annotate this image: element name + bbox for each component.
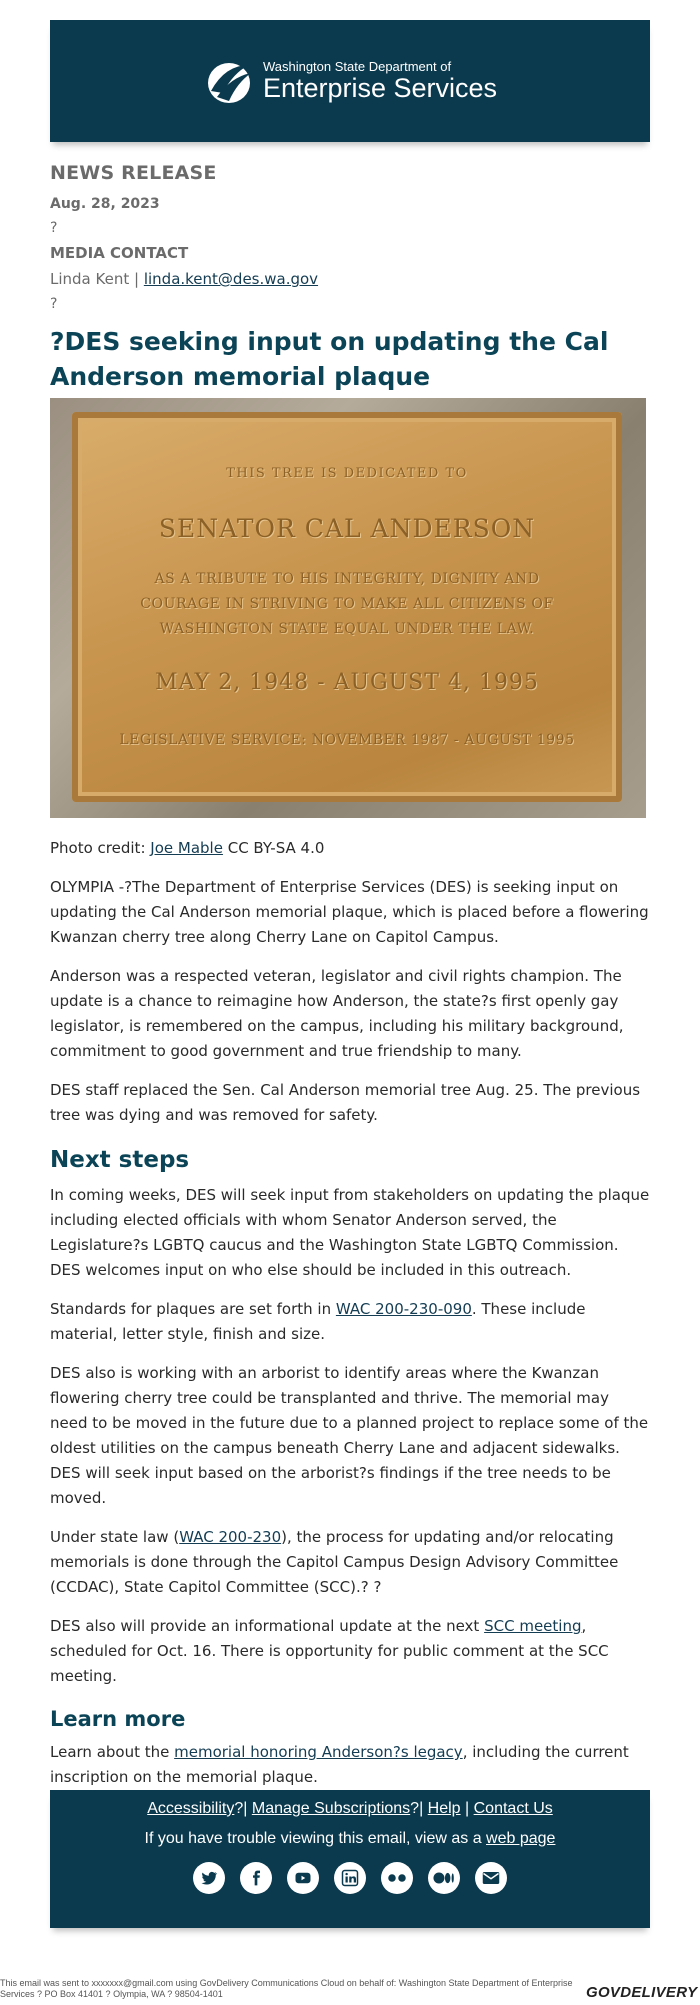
plaque-line-name: SENATOR CAL ANDERSON bbox=[158, 514, 536, 543]
plaque-tribute-2: COURAGE IN STRIVING TO MAKE ALL CITIZENS OF bbox=[140, 596, 554, 612]
wac-200-230-090-link[interactable]: WAC 200-230-090 bbox=[335, 1300, 472, 1318]
help-link[interactable]: Help bbox=[427, 1800, 461, 1817]
youtube-icon[interactable] bbox=[287, 1862, 319, 1894]
text: , scheduled for Oct. 16. There is opportunity for public comment at the SCC meeting. bbox=[50, 1617, 609, 1685]
web-page-link[interactable]: web page bbox=[486, 1830, 556, 1847]
release-meta bbox=[50, 162, 650, 312]
paragraph-stakeholders: In coming weeks, DES will seek input from stakeholders on updating the plaque including elected officials with whom Senator Anderson served, the Legislature?s LGBTQ caucus and the Washington State LGBTQ Commission. DES welcomes input on who else should be included in this outreach. bbox=[50, 1186, 650, 1279]
memorial-plaque bbox=[72, 412, 622, 802]
twitter-icon[interactable] bbox=[193, 1862, 225, 1894]
manage-subscriptions-link[interactable]: Manage Subscriptions bbox=[251, 1800, 411, 1817]
des-logo-icon bbox=[203, 55, 255, 107]
contact-name: Linda Kent | bbox=[50, 270, 140, 288]
text: Standards for plaques are set forth in bbox=[50, 1300, 336, 1318]
placeholder-char: ? bbox=[50, 220, 58, 236]
facebook-icon[interactable] bbox=[240, 1862, 272, 1894]
email-body bbox=[50, 20, 650, 1804]
email-icon[interactable] bbox=[475, 1862, 507, 1894]
web-view-notice bbox=[50, 1830, 650, 1848]
separator: ?| bbox=[410, 1800, 428, 1817]
media-contact-label: MEDIA CONTACT bbox=[50, 244, 189, 262]
photo-credit bbox=[50, 836, 650, 861]
accessibility-link[interactable]: Accessibility bbox=[147, 1800, 235, 1817]
separator: | bbox=[460, 1800, 474, 1817]
social-links bbox=[50, 1862, 650, 1894]
plaque-line-tribute bbox=[72, 567, 622, 642]
paragraph-background: Anderson was a respected veteran, legislator and civil rights champion. The update is a chance to reimagine how Anderson, the state?s first openly gay legislator, is remembered on the campus, including his military background, commitment to good government and true friendship to many. bbox=[50, 967, 624, 1060]
text: Learn about the bbox=[50, 1743, 175, 1761]
text: . These include material, letter style, finish and size. bbox=[50, 1300, 586, 1343]
plaque-line-service: LEGISLATIVE SERVICE: NOVEMBER 1987 - AUGUST 1995 bbox=[119, 732, 575, 748]
linkedin-icon[interactable] bbox=[334, 1862, 366, 1894]
memorial-legacy-link[interactable]: memorial honoring Anderson?s legacy bbox=[174, 1743, 463, 1761]
text: , including the current inscription on the memorial plaque. bbox=[50, 1743, 629, 1786]
footer-links bbox=[50, 1790, 650, 1818]
paragraph-standards bbox=[50, 1297, 650, 1347]
plaque-tribute-3: WASHINGTON STATE EQUAL UNDER THE LAW. bbox=[159, 621, 535, 637]
contact-email-link[interactable]: linda.kent@des.wa.gov bbox=[143, 270, 319, 288]
scc-meeting-link[interactable]: SCC meeting bbox=[484, 1617, 582, 1635]
plaque-photo bbox=[50, 398, 646, 818]
text: Under state law ( bbox=[50, 1528, 180, 1546]
paragraph-scc bbox=[50, 1614, 650, 1689]
text: DES also will provide an informational update at the next bbox=[50, 1617, 485, 1635]
paragraph-tree: DES staff replaced the Sen. Cal Anderson memorial tree Aug. 25. The previous tree was dying and was removed for safety. bbox=[50, 1081, 641, 1124]
des-logo[interactable] bbox=[203, 55, 497, 107]
plaque-line-dedication: THIS TREE IS DEDICATED TO bbox=[226, 466, 468, 481]
learn-more-heading: Learn more bbox=[50, 1707, 186, 1731]
header-banner bbox=[50, 20, 650, 142]
separator: ?| bbox=[234, 1800, 252, 1817]
headline: ?DES seeking input on updating the Cal Anderson memorial plaque bbox=[50, 327, 609, 391]
paragraph-state-law bbox=[50, 1525, 650, 1600]
placeholder-char: ? bbox=[50, 296, 58, 312]
legal-footer-text: This email was sent to xxxxxxx@gmail.com using GovDelivery Communications Cloud on behalf of: Washington State Department of Enterprise Services ? PO Box 41401 ? Olympia, WA ? 98504-1401 bbox=[0, 1978, 573, 1999]
paragraph-arborist: DES also is working with an arborist to identify areas where the Kwanzan flowering cherry tree could be transplanted and thrive. The memorial may need to be moved in the future due to a planned project to replace some of the oldest utilities on the campus beneath Cherry Lane and adjacent sidewalks. DES will seek input based on the arborist?s findings if the tree needs to be moved. bbox=[50, 1364, 649, 1507]
paragraph-learn-more bbox=[50, 1740, 650, 1790]
credit-license: CC BY-SA 4.0 bbox=[227, 839, 325, 857]
contact-us-link[interactable]: Contact Us bbox=[473, 1800, 553, 1817]
footer bbox=[50, 1790, 650, 1928]
media-contact-line bbox=[50, 270, 650, 288]
logo-subtitle: Washington State Department of bbox=[262, 59, 452, 74]
flickr-icon[interactable] bbox=[381, 1862, 413, 1894]
text: ), the process for updating and/or relocating memorials is done through the Capitol Campus Design Advisory Committee (CCDAC), State Capitol Committee (SCC).? ? bbox=[50, 1528, 619, 1596]
next-steps-heading: Next steps bbox=[50, 1147, 190, 1173]
credit-prefix: Photo credit: bbox=[50, 839, 146, 857]
release-date: Aug. 28, 2023 bbox=[50, 196, 160, 212]
plaque-line-dates: MAY 2, 1948 - AUGUST 4, 1995 bbox=[155, 670, 539, 695]
govdelivery-logo[interactable]: GOVDELIVERY bbox=[586, 1984, 698, 2001]
medium-icon[interactable] bbox=[428, 1862, 460, 1894]
news-release-label: NEWS RELEASE bbox=[50, 162, 217, 184]
text: If you have trouble viewing this email, view as a bbox=[144, 1830, 487, 1847]
paragraph-intro: OLYMPIA -?The Department of Enterprise Services (DES) is seeking input on updating the Cal Anderson memorial plaque, which is placed before a flowering Kwanzan cherry tree along Cherry Lane on Capitol Campus. bbox=[50, 878, 649, 946]
plaque-tribute-1: AS A TRIBUTE TO HIS INTEGRITY, DIGNITY AND bbox=[154, 571, 540, 587]
logo-title: Enterprise Services bbox=[262, 73, 498, 103]
wac-200-230-link[interactable]: WAC 200-230 bbox=[179, 1528, 282, 1546]
article-body bbox=[50, 836, 650, 1790]
credit-author-link[interactable]: Joe Mable bbox=[150, 839, 223, 857]
